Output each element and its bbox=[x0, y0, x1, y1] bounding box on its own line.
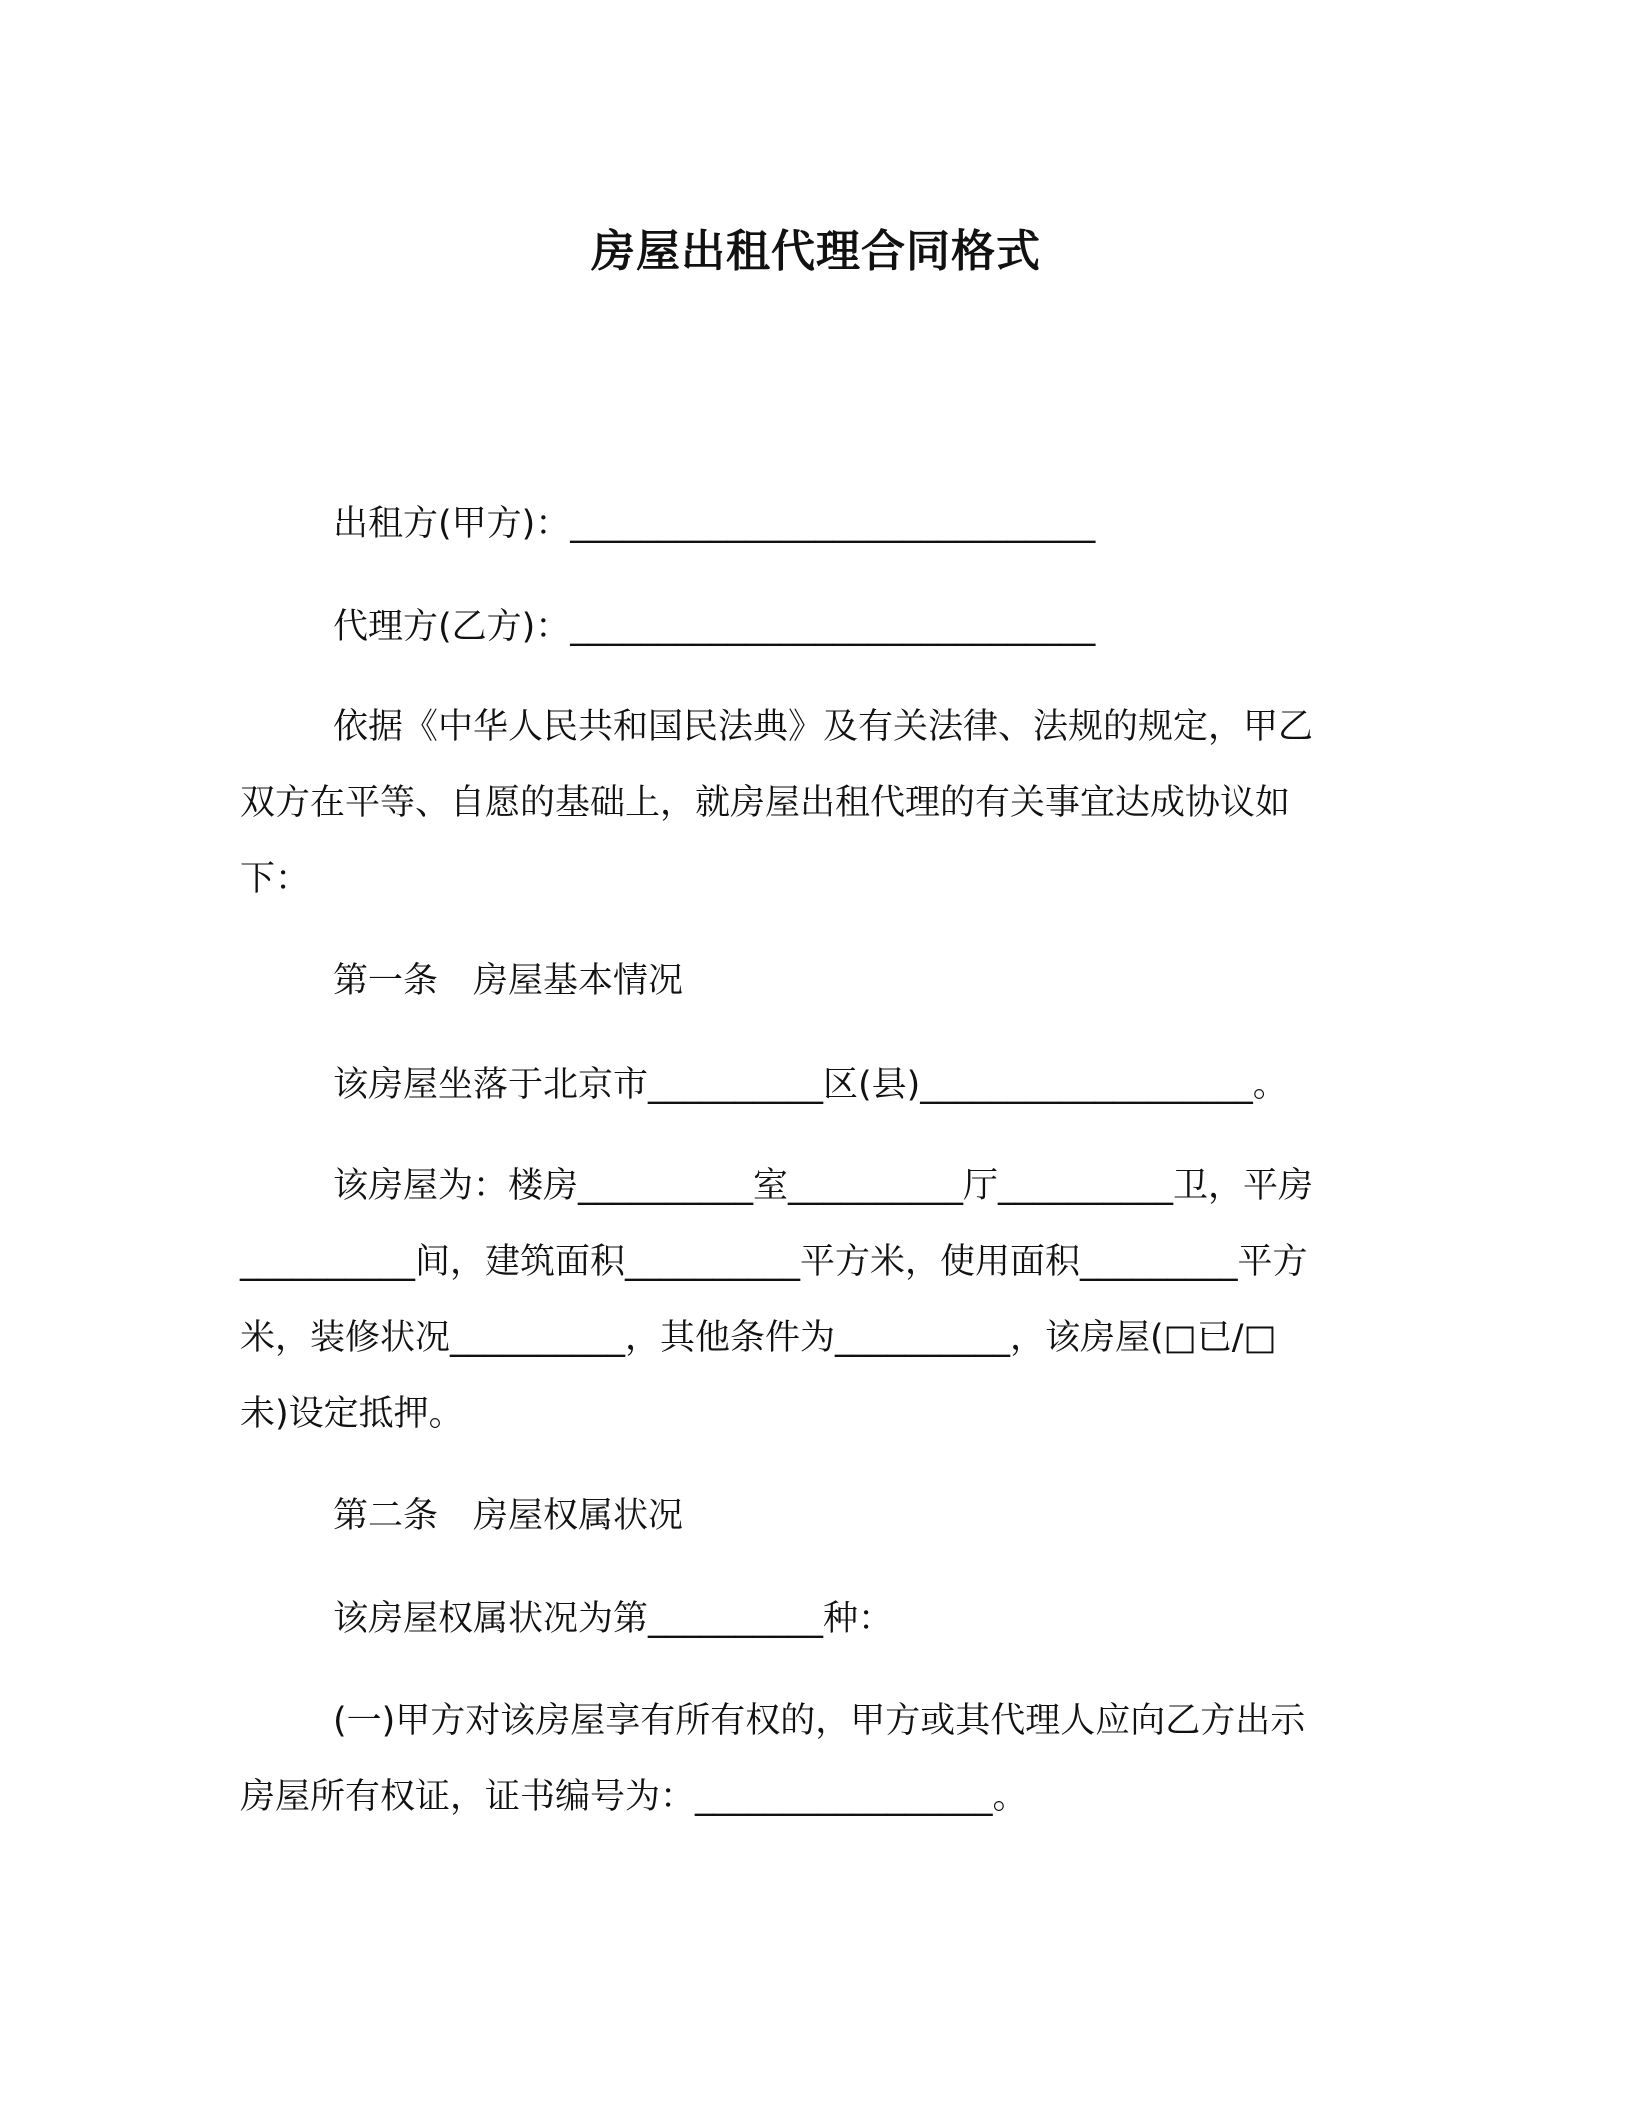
ownership-item-1-line-1: (一)甲方对该房屋享有所有权的，甲方或其代理人应向乙方出示 bbox=[333, 1701, 1306, 1741]
ownership-type-line: 该房屋权属状况为第__________种： bbox=[333, 1599, 894, 1639]
agent-line: 代理方(乙方)：______________________________ bbox=[333, 607, 1096, 647]
house-desc-line-4: 未)设定抵押。 bbox=[240, 1394, 464, 1434]
preamble-line-3: 下： bbox=[240, 859, 311, 899]
document-title: 房屋出租代理合同格式 bbox=[591, 226, 1041, 277]
preamble-line-2: 双方在平等、自愿的基础上，就房屋出租代理的有关事宜达成协议如 bbox=[240, 783, 1291, 823]
location-line: 该房屋坐落于北京市__________区(县)___________________。 bbox=[333, 1065, 1288, 1105]
article-1-heading: 第一条 房屋基本情况 bbox=[333, 961, 684, 1001]
house-desc-line-2: __________间，建筑面积__________平方米，使用面积_________平方 bbox=[240, 1242, 1308, 1282]
lessor-line: 出租方(甲方)：______________________________ bbox=[333, 504, 1096, 544]
ownership-item-1-line-2: 房屋所有权证，证书编号为：_________________。 bbox=[240, 1777, 1028, 1817]
house-desc-line-1: 该房屋为：楼房__________室__________厅__________卫，平房 bbox=[333, 1166, 1314, 1206]
article-2-heading: 第二条 房屋权属状况 bbox=[333, 1496, 684, 1536]
preamble-line-1: 依据《中华人民共和国民法典》及有关法律、法规的规定，甲乙 bbox=[333, 707, 1314, 747]
house-desc-line-3: 米，装修状况__________，其他条件为__________，该房屋(□已/□ bbox=[240, 1318, 1277, 1358]
